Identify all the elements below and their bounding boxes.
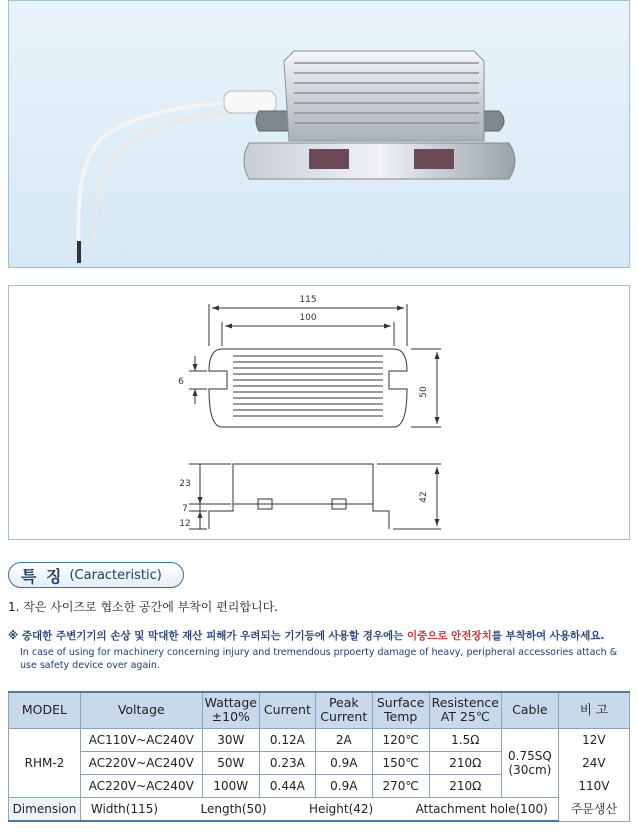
header-current: Current bbox=[259, 692, 315, 728]
header-cable: Cable bbox=[502, 692, 559, 728]
dimension-length: Length(50) bbox=[200, 802, 267, 817]
table-header-row bbox=[9, 692, 630, 728]
header-resistance: Resistence AT 25℃ bbox=[429, 692, 501, 728]
dimension-label: Dimension bbox=[9, 798, 81, 821]
dim-length: 100 bbox=[299, 313, 317, 323]
spec-table bbox=[8, 691, 630, 822]
table-row: AC220V~AC240V 50W 0.23A 0.9A 150℃ 210Ω bbox=[9, 751, 630, 774]
table-row: AC220V~AC240V 100W 0.44A 0.9A 270℃ 210Ω bbox=[9, 775, 630, 798]
warning-korean: ※ 중대한 주변기기의 손상 및 막대한 재산 피해가 우려되는 기기등에 사용할 경우에는 이중으로 안전장치를 부착하여 사용하세요. bbox=[8, 630, 605, 642]
cable-cell: 0.75SQ (30cm) bbox=[502, 728, 559, 798]
dimension-hole: Attachment hole(100) bbox=[415, 802, 548, 817]
technical-drawing bbox=[9, 286, 631, 541]
features-title-ko: 특 징 bbox=[21, 566, 64, 586]
model-cell: RHM-2 bbox=[9, 728, 81, 798]
header-model: MODEL bbox=[9, 692, 81, 728]
warning-highlight: 이중으로 안전장치 bbox=[406, 630, 492, 642]
resistor-photo-illustration bbox=[9, 1, 630, 268]
dim-overall-length: 115 bbox=[299, 295, 317, 305]
dim-total-height: 42 bbox=[419, 491, 429, 503]
table-row: RHM-2 AC110V~AC240V 30W 0.12A 2A 120℃ 1.5Ω 0.75SQ (30cm) 12V 24V 110V 주문생산 bbox=[9, 728, 630, 751]
header-remark: 비 고 bbox=[558, 692, 629, 728]
remark-cell: 12V 24V 110V 주문생산 bbox=[558, 728, 629, 821]
dimension-row bbox=[9, 798, 630, 821]
dim-body-height: 23 bbox=[179, 479, 191, 489]
header-voltage: Voltage bbox=[80, 692, 202, 728]
feature-item-1: 1. 작은 사이즈로 협소한 공간에 부착이 편리합니다. bbox=[8, 600, 278, 614]
dimension-drawing bbox=[8, 285, 630, 540]
header-peak-current: Peak Current bbox=[315, 692, 372, 728]
dim-width: 50 bbox=[419, 386, 429, 398]
dimension-height: Height(42) bbox=[308, 802, 374, 817]
header-surface-temp: Surface Temp bbox=[372, 692, 429, 728]
dim-slot: 6 bbox=[178, 377, 184, 387]
header-wattage: Wattage ±10% bbox=[202, 692, 259, 728]
warning-english: In case of using for machinery concerning injury and tremendous prpoerty damage of heavy, peripheral accessories attach & use safety device over again. bbox=[20, 647, 618, 671]
dim-foot-gap: 7 bbox=[182, 504, 188, 514]
product-photo bbox=[8, 0, 630, 268]
features-title-en: (Caracteristic) bbox=[69, 567, 162, 583]
features-heading bbox=[8, 562, 184, 588]
dim-foot-height: 12 bbox=[179, 519, 191, 529]
dimension-width: Width(115) bbox=[90, 802, 159, 817]
